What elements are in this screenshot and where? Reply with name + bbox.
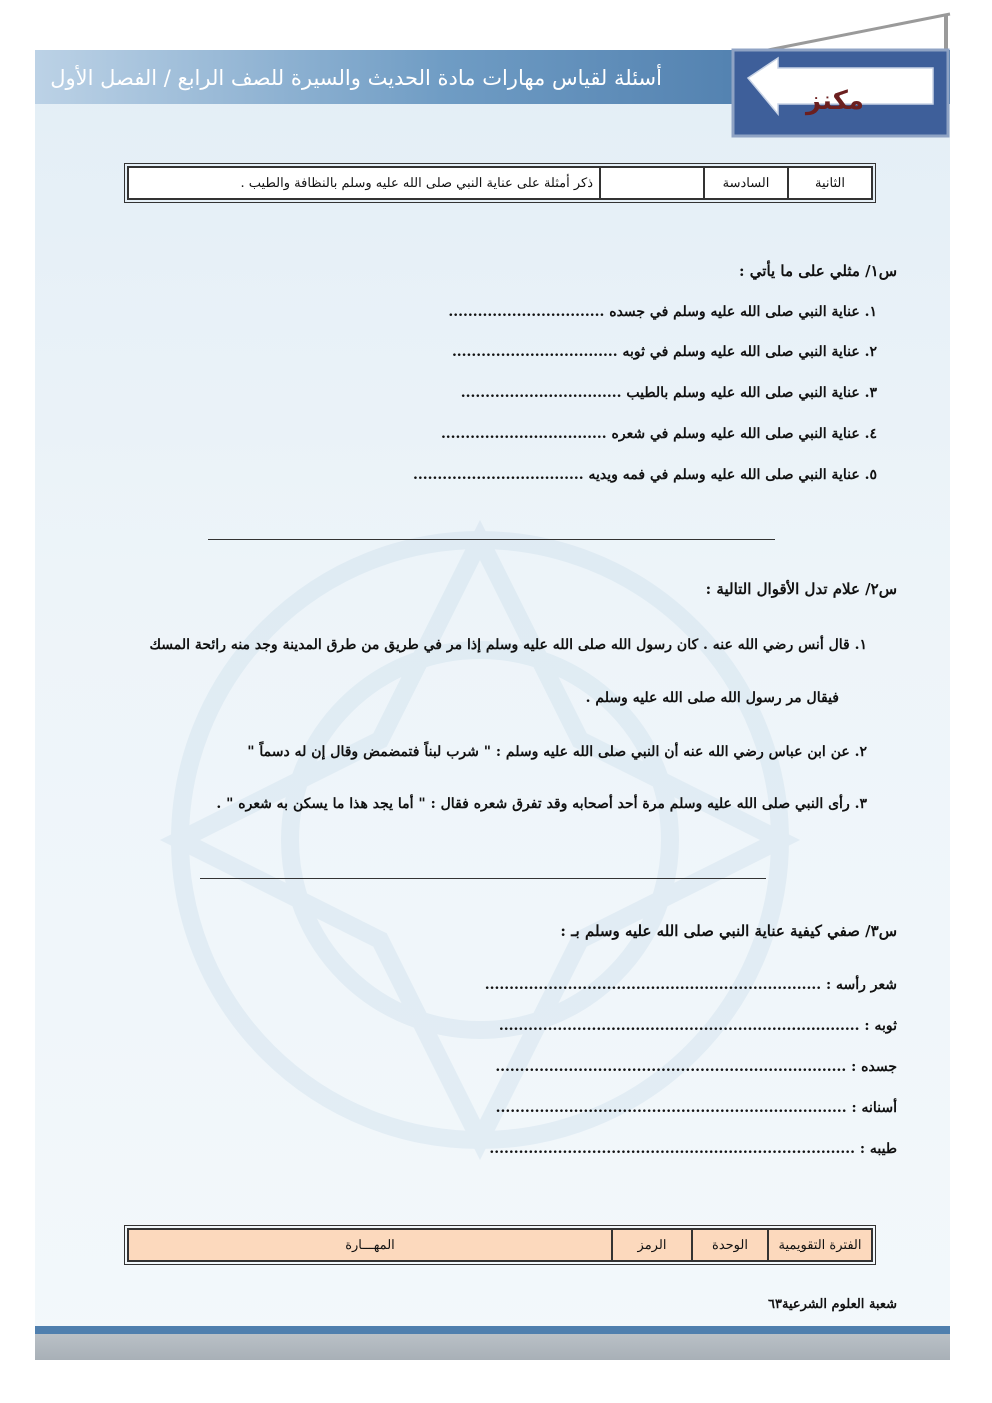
section-divider <box>200 878 766 879</box>
question-2-item: ٢. عن ابن عباس رضي الله عنه أن النبي صلى الله عليه وسلم : " شرب لبناً فتمضمض وقال إن له دسماً " <box>247 744 867 760</box>
code-header: الرمز <box>612 1229 692 1261</box>
footer-text: شعبة العلوم الشرعية٦٣ <box>768 1297 897 1312</box>
period-cell: الثانية <box>788 167 872 199</box>
skill-header: المهـــارة <box>128 1229 612 1261</box>
question-2-item: ١. قال أنس رضي الله عنه . كان رسول الله صلى الله عليه وسلم إذا مر في طريق من طرق المدينة وجد منه رائحة المسك <box>149 637 867 653</box>
question-1-item: ٣. عناية النبي صلى الله عليه وسلم بالطيب ................................. <box>460 385 877 401</box>
header-title: أسئلة لقياس مهارات مادة الحديث والسيرة للصف الرابع / الفصل الأول <box>50 66 662 90</box>
question-1-title: س١/ مثلي على ما يأتي : <box>739 262 897 280</box>
logo-sign-icon <box>728 12 953 142</box>
question-2-item: ٣. رأى النبي صلى الله عليه وسلم مرة أحد أصحابه وقد تفرق شعره فقال : " أما يجد هذا ما يسكن به شعره " . <box>216 796 867 812</box>
question-3-title: س٣/ صفي كيفية عناية النبي صلى الله عليه وسلم بـ : <box>560 922 897 940</box>
question-3-item: شعر رأسه : ..................................................................... <box>484 977 897 993</box>
question-2-title: س٢/ علام تدل الأقوال التالية : <box>705 580 897 598</box>
section-divider <box>208 539 775 540</box>
question-1-item: ٢. عناية النبي صلى الله عليه وسلم في ثوبه .................................. <box>451 344 877 360</box>
logo-text: مكنز <box>805 86 864 116</box>
question-1-item: ٤. عناية النبي صلى الله عليه وسلم في شعره .................................. <box>440 426 877 442</box>
skill-header-table <box>127 1228 873 1262</box>
question-2-item-continued: فيقال مر رسول الله صلى الله عليه وسلم . <box>585 690 839 706</box>
skill-info-table <box>127 166 873 200</box>
question-3-item: ثوبه : .......................................................................... <box>498 1018 897 1034</box>
question-1-item: ١. عناية النبي صلى الله عليه وسلم في جسده ................................ <box>448 304 877 320</box>
period-header: الفترة التقويمية <box>768 1229 872 1261</box>
question-1-item: ٥. عناية النبي صلى الله عليه وسلم في فمه ويديه ................................... <box>413 467 877 483</box>
question-3-item: طيبه : ........................................................................... <box>489 1141 897 1157</box>
skill-cell: ذكر أمثلة على عناية النبي صلى الله عليه وسلم بالنظافة والطيب . <box>128 167 600 199</box>
question-3-item: جسده : ........................................................................ <box>495 1059 897 1075</box>
footer-band <box>35 1326 950 1360</box>
question-3-item: أسنانه : ........................................................................ <box>495 1100 897 1116</box>
unit-header: الوحدة <box>692 1229 768 1261</box>
code-cell <box>600 167 704 199</box>
unit-cell: السادسة <box>704 167 788 199</box>
